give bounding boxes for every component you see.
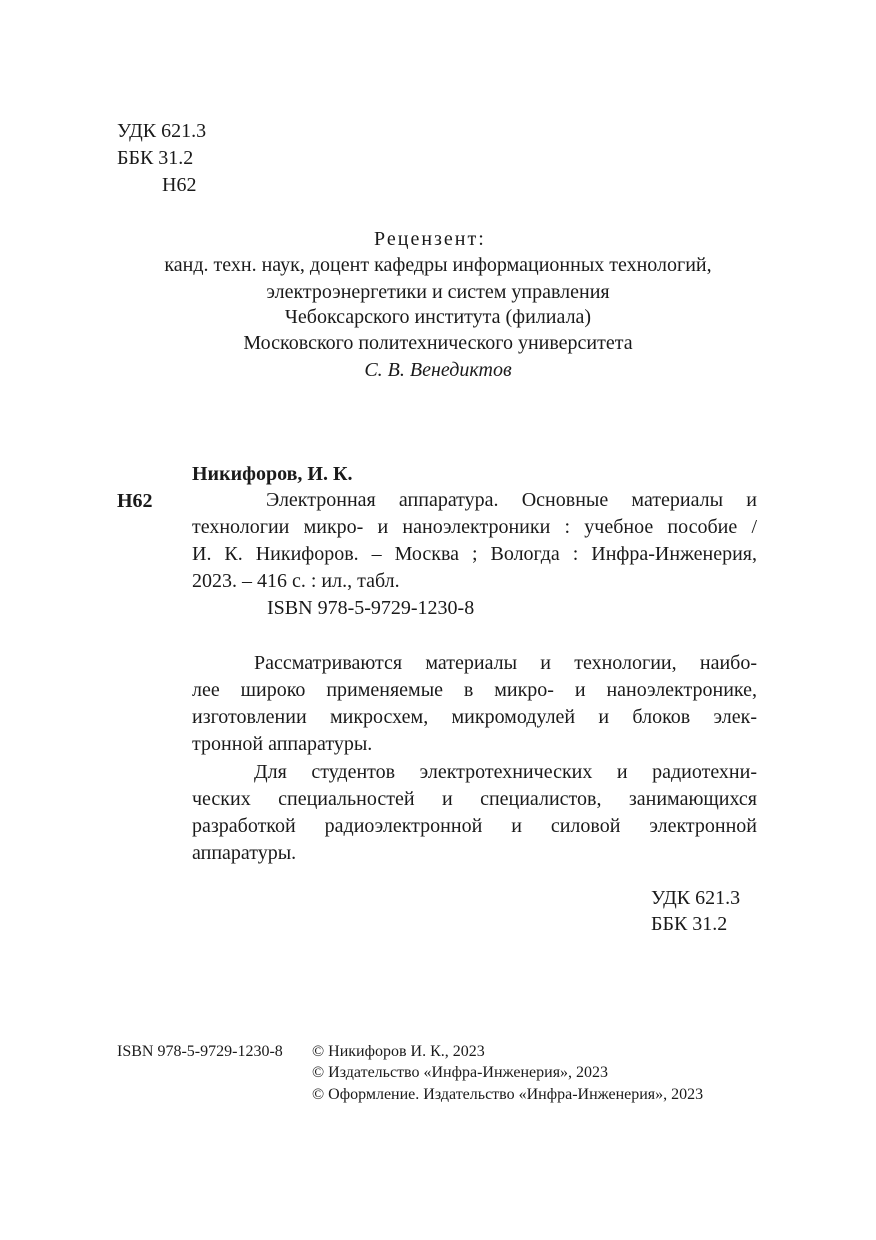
- annotation-line: изготовлении микросхем, микромодулей и блоков элек-: [192, 706, 757, 728]
- bibliography-line: И. К. Никифоров. – Москва ; Вологда : Инфра-Инженерия,: [192, 543, 757, 565]
- bibliography-line: технологии микро- и наноэлектроники : учебное пособие /: [192, 516, 757, 538]
- bibliography-author-mark: Н62: [117, 490, 153, 512]
- annotation-line: аппаратуры.: [192, 842, 297, 864]
- author-mark: Н62: [162, 174, 197, 196]
- udk-code-bottom: УДК 621.3: [651, 887, 741, 909]
- reviewer-heading: Рецензент:: [374, 228, 486, 250]
- reviewer-line: канд. техн. наук, доцент кафедры информационных технологий,: [164, 254, 712, 276]
- imprint-isbn: ISBN 978-5-9729-1230-8: [117, 1043, 283, 1060]
- annotation-line: лее широко применяемые в микро- и наноэлектронике,: [192, 679, 757, 701]
- reviewer-line: Московского политехнического университета: [243, 332, 633, 354]
- bibliography-line: 2023. – 416 с. : ил., табл.: [192, 570, 400, 592]
- reviewer-line: электроэнергетики и систем управления: [266, 281, 610, 303]
- bbk-code-bottom: ББК 31.2: [651, 913, 728, 935]
- annotation-line: Рассматриваются материалы и технологии, наибо-: [254, 652, 757, 674]
- bbk-code: ББК 31.2: [117, 147, 194, 169]
- copyright-line: © Никифоров И. К., 2023: [312, 1043, 485, 1060]
- annotation-line: разработкой радиоэлектронной и силовой электронной: [192, 815, 757, 837]
- annotation-line: Для студентов электротехнических и радиотехни-: [254, 761, 757, 783]
- udk-code: УДК 621.3: [117, 120, 207, 142]
- annotation-line: ческих специальностей и специалистов, занимающихся: [192, 788, 757, 810]
- reviewer-name: С. В. Венедиктов: [364, 359, 512, 381]
- annotation-line: тронной аппаратуры.: [192, 733, 373, 755]
- copyright-line: © Оформление. Издательство «Инфра-Инженерия», 2023: [312, 1086, 704, 1103]
- book-author: Никифоров, И. К.: [192, 463, 353, 485]
- bibliography-isbn: ISBN 978-5-9729-1230-8: [267, 597, 475, 619]
- bibliography-line: Электронная аппаратура. Основные материалы и: [266, 489, 757, 511]
- copyright-line: © Издательство «Инфра-Инженерия», 2023: [312, 1064, 609, 1081]
- reviewer-line: Чебоксарского института (филиала): [284, 306, 592, 328]
